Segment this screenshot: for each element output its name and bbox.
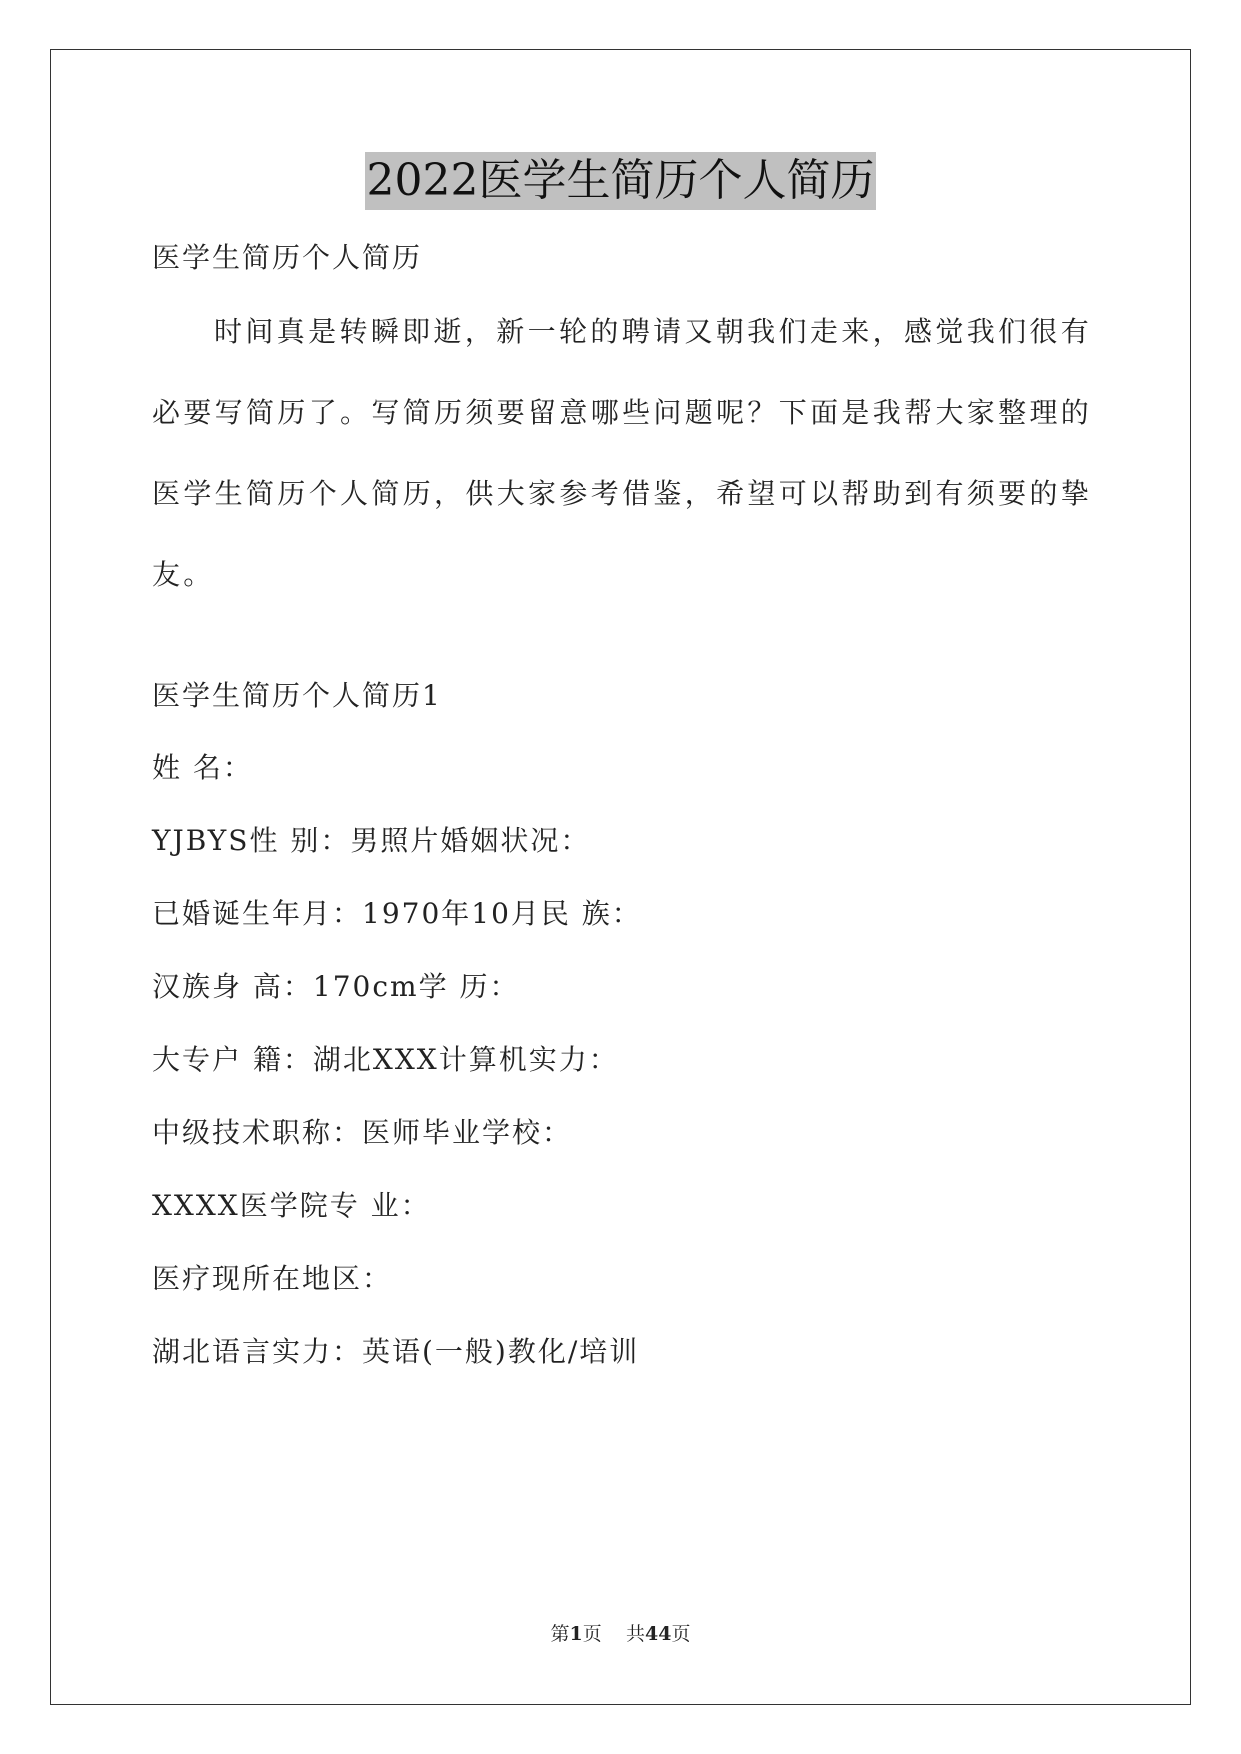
field-line: 已婚诞生年月：1970年10月民 族： (152, 897, 642, 930)
title-wrap (0, 152, 1241, 210)
page-prefix: 第 (550, 1623, 570, 1645)
field-line: 大专户 籍：湖北XXX计算机实力： (152, 1043, 619, 1076)
field-line: 姓 名： (152, 751, 253, 784)
intro-paragraph: 时间真是转瞬即逝，新一轮的聘请又朝我们走来，感觉我们很有必要写简历了。写简历须要留意哪些问题呢？下面是我帮大家整理的医学生简历个人简历，供大家参考借鉴，希望可以帮助到有须要的挚友。 (152, 315, 1092, 591)
field-line: 医疗现所在地区： (152, 1262, 393, 1295)
page-footer (0, 1621, 1241, 1647)
section-heading: 医学生简历个人简历1 (152, 679, 442, 712)
field-line: 汉族身 高：170cm学 历： (152, 970, 520, 1003)
field-line: XXXX医学院专 业： (152, 1189, 431, 1222)
document-subtitle: 医学生简历个人简历 (152, 241, 423, 274)
page-number: 1 (569, 1623, 583, 1645)
total-suffix: 页 (671, 1623, 691, 1645)
field-line: YJBYS性 别：男照片婚姻状况： (152, 824, 591, 857)
page-suffix: 页 (582, 1623, 602, 1645)
field-line: 中级技术职称：医师毕业学校： (152, 1116, 573, 1149)
document-title: 2022医学生简历个人简历 (365, 152, 877, 210)
field-line: 湖北语言实力：英语(一般)教化/培训 (152, 1335, 640, 1368)
total-prefix: 共 (625, 1623, 645, 1645)
total-pages: 44 (644, 1623, 672, 1645)
